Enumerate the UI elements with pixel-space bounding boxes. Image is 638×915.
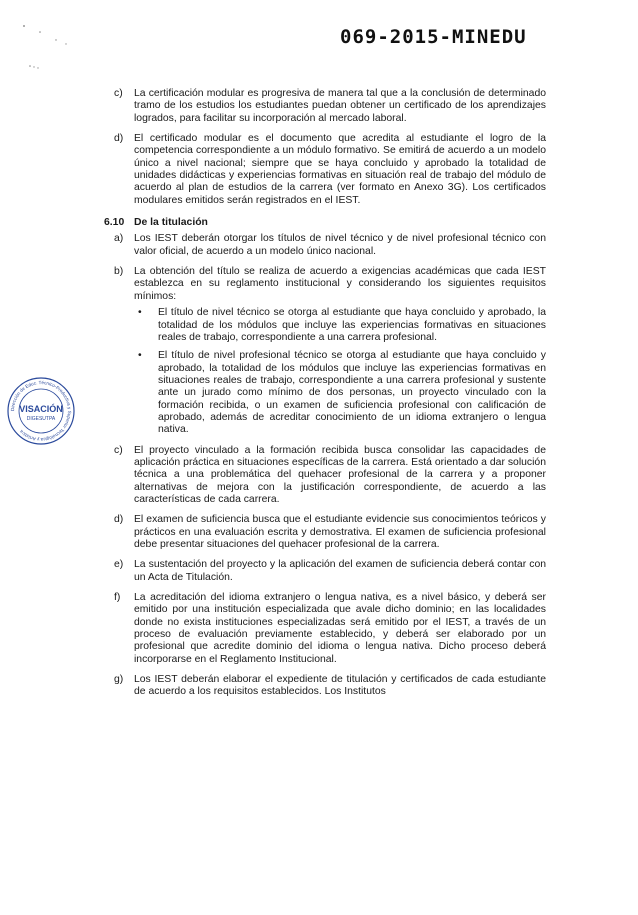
item-text: Los IEST deberán elaborar el expediente de titulación y certificados de cada estudiante de acuerdo a los requisitos establecidos. Los Institutos: [134, 674, 546, 698]
bullet-text: El título de nivel profesional técnico se otorga al estudiante que haya concluido y aprobado, la totalidad de los módulos que incluye las experiencias formativas en situaciones reales de trabajo, correspondiente a una carrera profesional y sustente ante un jurado como mínimo de dos personas, un proyecto vinculado con la formación recibida, o un examen de suficiencia profesional con calificación de aprobado, además de acreditar conocimiento de un idioma extranjero o lengua nativa.: [158, 350, 546, 436]
item-label: e): [114, 559, 124, 571]
item-label: b): [114, 266, 124, 278]
item-label: c): [114, 88, 123, 99]
item-label: d): [114, 133, 124, 145]
bullet-symbol: •: [138, 350, 142, 362]
list-item: [114, 674, 546, 699]
section-heading: [104, 217, 546, 229]
item-text: La certificación modular es progresiva de manera tal que a la conclusión de determinado tramo de los estudios los estudiantes puedan obtener un certificado de los aprendizajes logrados, para facilitar su incorporación al mercado laboral.: [134, 88, 546, 124]
document-number: 069-2015-MINEDU: [340, 26, 527, 48]
item-text: La acreditación del idioma extranjero o lengua nativa, es a nivel básico, y deberá ser emitido por una institución especializada que avale dicho dominio; en las localidades donde no exista instituciones especializadas será emitido por el IEST, a través de un proceso de evaluación previamente establecido, y deberá ser elaborado por un profesional que acredite dominio del idioma o lengua nativa. Dicho proceso deberá incorporarse en el Reglamento Institucional.: [134, 592, 546, 665]
item-text: Los IEST deberán otorgar los títulos de nivel técnico y de nivel profesional técnico con valor oficial, de acuerdo a un modelo único nacional.: [134, 233, 546, 257]
bullet-text: El título de nivel técnico se otorga al estudiante que haya concluido y aprobado, la totalidad de los módulos que incluye las experiencias formativas en situaciones reales de trabajo, correspondiente a una carrera profesional.: [158, 307, 546, 343]
item-text: La obtención del título se realiza de acuerdo a exigencias académicas que cada IEST establezca en su reglamento institucional y considerando los siguientes requisitos mínimos:: [134, 266, 546, 302]
bullet-item: [138, 307, 546, 344]
item-label: d): [114, 514, 124, 526]
list-item: [114, 133, 546, 207]
item-label: a): [114, 233, 124, 245]
list-item: [114, 592, 546, 666]
section-number: 6.10: [104, 217, 125, 229]
item-text: El examen de suficiencia busca que el estudiante evidencie sus conocimientos teóricos y prácticos en una evaluación escrita y demostrativa. El examen de suficiencia profesional debe presentar situaciones del quehacer profesional de la carrera.: [134, 514, 546, 550]
list-item: [114, 233, 546, 258]
item-label: f): [114, 592, 121, 604]
list-item: [114, 266, 546, 303]
scan-specks: [20, 18, 80, 78]
list-item: [114, 88, 546, 125]
item-text: El certificado modular es el documento que acredita al estudiante el logro de la competencia correspondiente a un módulo formativo. Se emitirá de acuerdo a un modelo único a nivel nacional; siempre que se haya concluido y aprobado la totalidad de unidades didácticas y experiencias formativas en situación real de trabajo del módulo de acuerdo al plan de estudios de la carrera (ver formato en Anexo 3G). Los certificados modulares emitidos serán registrados en el IEST.: [134, 133, 546, 206]
svg-text:Dirección de Educ. Técnico-Pro: Dirección de Educ. Técnico-Productiva y Superior Tecnológica y Artística: [9, 379, 73, 443]
visacion-seal-stamp: [6, 376, 76, 446]
document-body: [104, 88, 546, 707]
section-title: De la titulación: [134, 217, 208, 229]
list-item: [114, 445, 546, 507]
list-item: [114, 514, 546, 551]
bullet-item: [138, 350, 546, 436]
item-text: La sustentación del proyecto y la aplicación del examen de suficiencia deberá contar con un Acta de Titulación.: [134, 559, 546, 583]
item-text: El proyecto vinculado a la formación recibida busca consolidar las capacidades de aplicación práctica en situaciones específicas de la carrera. Está orientado a dar solución técnica a una problemática del quehacer profesional de la carrera y a proponer alternativas de mejora con la justificación correspondiente, de acuerdo a las características de cada carrera.: [134, 444, 546, 505]
list-item: [114, 559, 546, 584]
svg-text:VISACIÓN: VISACIÓN: [19, 404, 63, 414]
item-label: g): [114, 674, 124, 686]
item-label: c): [114, 444, 123, 456]
bullet-symbol: •: [138, 307, 142, 319]
svg-text:DIGESUTPA: DIGESUTPA: [26, 416, 56, 422]
